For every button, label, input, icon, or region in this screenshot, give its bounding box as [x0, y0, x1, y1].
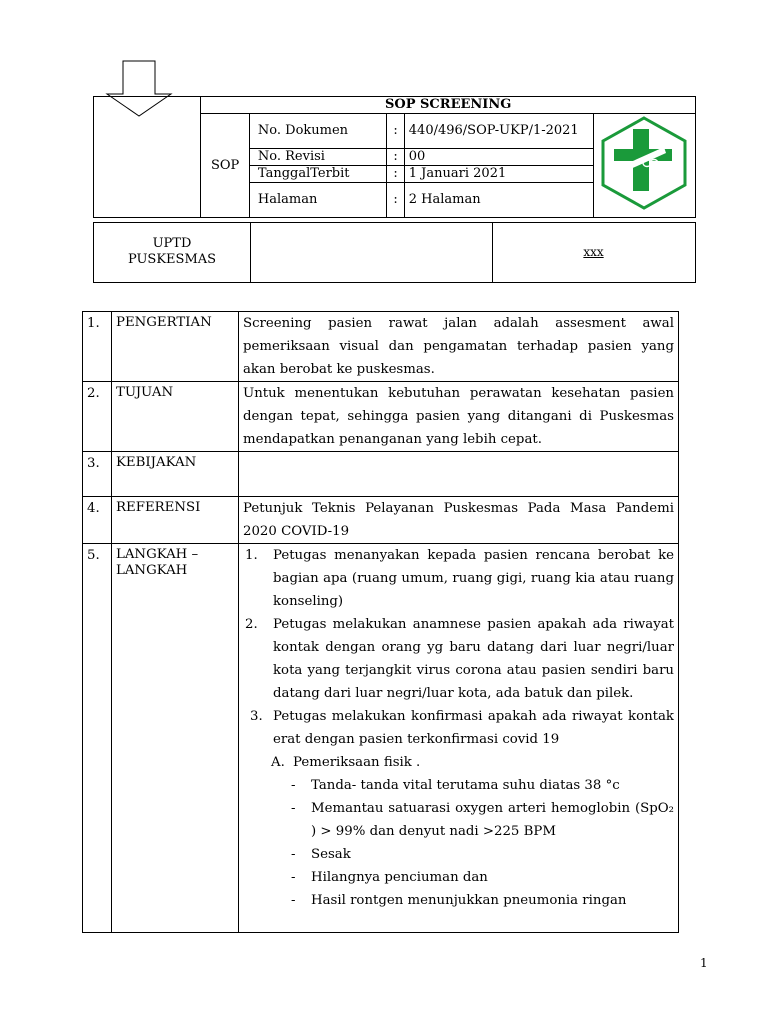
dash-bullet: - — [291, 847, 296, 862]
section-text: Petunjuk Teknis Pelayanan Puskesmas Pada Masa Pandemi 2020 COVID-19 — [239, 497, 679, 544]
section-text — [239, 452, 679, 497]
unit-name-line2: PUSKESMAS — [127, 252, 217, 267]
dash-text: Tanda- tanda vital terutama suhu diatas 38 °c — [311, 778, 620, 793]
sub-item — [243, 751, 674, 774]
sop-content-table — [82, 311, 679, 933]
field-sep: : — [387, 183, 405, 218]
field-value: 2 Halaman — [404, 183, 593, 218]
section-label: PENGERTIAN — [112, 312, 239, 382]
dash-text: Hilangnya penciuman dan — [311, 870, 488, 885]
field-sep: : — [387, 149, 405, 166]
dash-text: Sesak — [311, 847, 351, 862]
blank-cell — [251, 223, 493, 282]
dash-item — [243, 866, 674, 889]
field-sep: : — [387, 114, 405, 149]
sub-item-text: Pemeriksaan fisik . — [293, 755, 421, 770]
field-value: 1 Januari 2021 — [404, 166, 593, 183]
puskesmas-logo-icon — [596, 115, 692, 211]
step-item — [243, 544, 674, 613]
section-number: 3. — [83, 452, 112, 497]
dash-item — [243, 797, 674, 843]
section-label: REFERENSI — [112, 497, 239, 544]
section-number: 5. — [83, 544, 112, 933]
dash-bullet: - — [291, 893, 296, 908]
field-label: No. Dokumen — [249, 114, 386, 149]
document-header — [93, 96, 696, 218]
header-blank-cell — [94, 97, 201, 218]
logo-cell — [593, 114, 695, 218]
step-text: Petugas melakukan konfirmasi apakah ada riwayat kontak erat dengan pasien terkonfirmasi covid 19 — [273, 709, 674, 747]
dash-item — [243, 843, 674, 866]
sop-label: SOP — [201, 114, 250, 218]
section-number: 4. — [83, 497, 112, 544]
dash-bullet: - — [291, 870, 296, 885]
field-label: Halaman — [249, 183, 386, 218]
unit-row — [93, 222, 696, 283]
dash-bullet: - — [291, 778, 296, 793]
field-label: No. Revisi — [249, 149, 386, 166]
field-value: 440/496/SOP-UKP/1-2021 — [404, 114, 593, 149]
section-number: 2. — [83, 382, 112, 452]
step-text: Petugas melakukan anamnese pasien apakah ada riwayat kontak dengan orang yg baru datang dari luar negri/luar kota yang terjangkit virus corona atau pasien sendiri baru datang dari luar negri/luar kota, ada batuk dan pilek. — [273, 617, 674, 701]
field-sep: : — [387, 166, 405, 183]
dash-item — [243, 774, 674, 797]
steps-cell — [239, 544, 679, 933]
step-text: Petugas menanyakan kepada pasien rencana berobat ke bagian apa (ruang umum, ruang gigi, ruang kia atau ruang konseling) — [273, 548, 674, 609]
step-item — [243, 613, 674, 705]
signature-text: xxx — [583, 245, 604, 259]
dash-text: Hasil rontgen menunjukkan pneumonia ringan — [311, 893, 627, 908]
section-label: KEBIJAKAN — [112, 452, 239, 497]
step-item — [243, 705, 674, 751]
page-number: 1 — [700, 956, 708, 970]
section-text: Untuk menentukan kebutuhan perawatan kesehatan pasien dengan tepat, sehingga pasien yang ditangani di Puskesmas mendapatkan penanganan yang lebih cepat. — [239, 382, 679, 452]
section-text: Screening pasien rawat jalan adalah assesment awal pemeriksaan visual dan pengamatan terhadap pasien yang akan berobat ke puskesmas. — [239, 312, 679, 382]
dash-bullet: - — [291, 801, 296, 816]
section-number: 1. — [83, 312, 112, 382]
dash-text: Memantau satuarasi oxygen arteri hemoglobin (SpO₂ ) > 99% dan denyut nadi >225 BPM — [311, 801, 674, 839]
dash-item — [243, 889, 674, 912]
field-label: TanggalTerbit — [249, 166, 386, 183]
field-value: 00 — [404, 149, 593, 166]
unit-cell — [94, 223, 251, 282]
document-title: SOP SCREENING — [201, 97, 696, 114]
sub-item-letter: A. — [271, 755, 285, 770]
section-label: LANGKAH – LANGKAH — [112, 544, 239, 933]
unit-name-line1: UPTD — [152, 236, 192, 251]
section-label: TUJUAN — [112, 382, 239, 452]
step-number: 2. — [245, 617, 258, 632]
step-number: 3. — [250, 709, 263, 724]
signature-cell — [492, 223, 695, 282]
step-number: 1. — [245, 548, 258, 563]
